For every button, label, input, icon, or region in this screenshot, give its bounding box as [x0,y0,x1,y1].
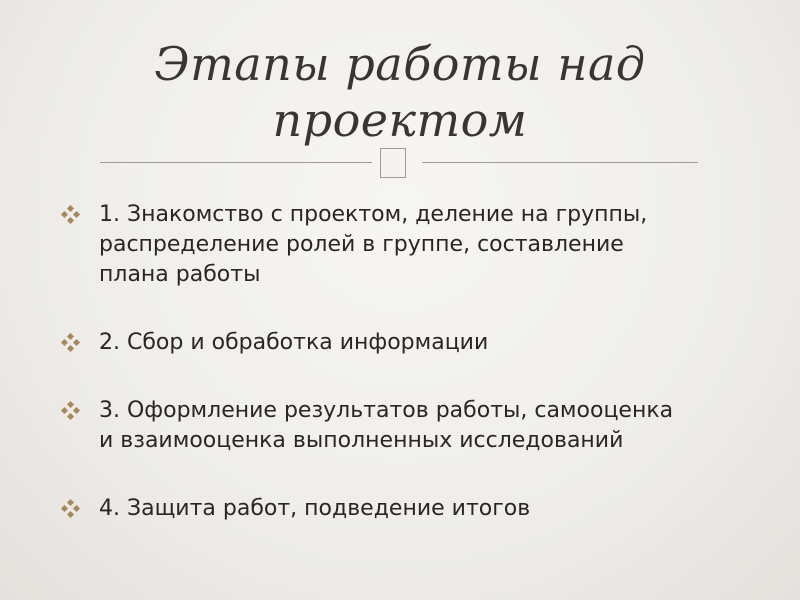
title-divider [100,148,698,170]
slide-title [60,36,740,148]
divider-line-left [100,162,372,163]
diamond-bullet-icon [62,334,80,352]
list-item-text-line: 3. Оформление результатов работы, самооценка [99,398,674,423]
list-item-text-line: 1. Знакомство с проектом, деление на группы, [99,202,648,227]
list-item-stage-4 [62,494,742,524]
list-item-text-line: 4. Защита работ, подведение итогов [99,496,531,521]
diamond-bullet-icon [62,206,80,224]
list-item-text-line: плана работы [99,262,261,287]
divider-line-right [422,162,698,163]
list-item-stage-3 [62,396,742,456]
diamond-bullet-icon [62,402,80,420]
list-item-text-line: 2. Сбор и обработка информации [99,330,489,355]
list-item-stage-1 [62,200,742,290]
list-item-text-line: и взаимооценка выполненных исследований [99,428,624,453]
diamond-bullet-icon [62,500,80,518]
stage-list [62,200,742,524]
slide-title-line-1: Этапы работы над [154,37,646,91]
slide-title-line-2: проектом [272,93,528,147]
divider-square-icon [380,148,406,178]
list-item-stage-2 [62,328,742,358]
list-item-text-line: распределение ролей в группе, составление [99,232,624,257]
